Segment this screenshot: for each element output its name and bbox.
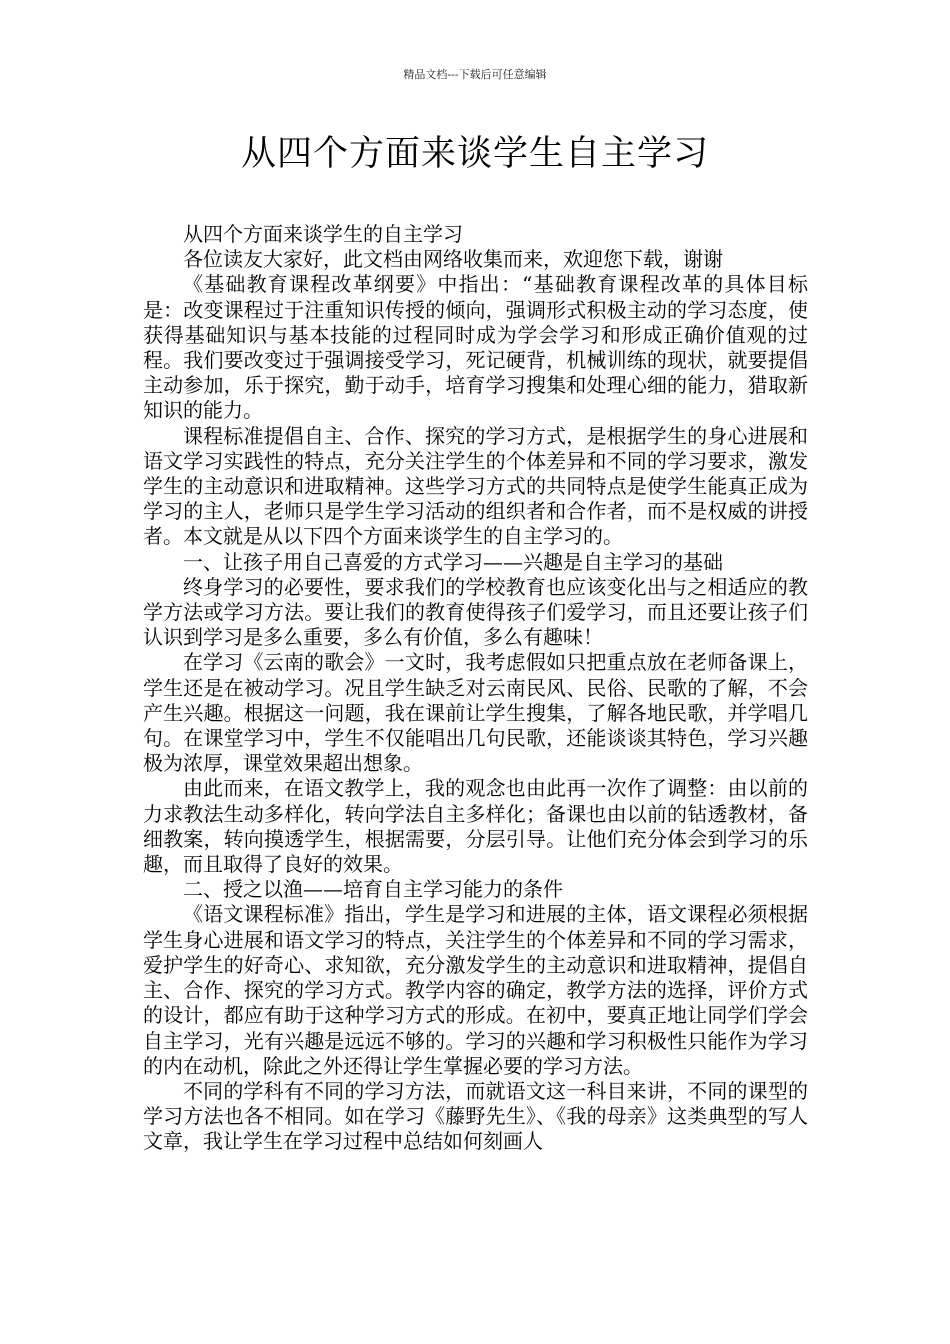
body-paragraph: 终身学习的必要性，要求我们的学校教育也应该变化出与之相适应的教学方法或学习方法。要让我们的教育使得孩子们爱学习，而且还要让孩子们认识到学习是多么重要，多么有价值，多么有趣味！ [143, 574, 808, 650]
header-note: 精品文档---下载后可任意编辑 [403, 68, 547, 81]
body-paragraph: 课程标准提倡自主、合作、探究的学习方式，是根据学生的身心进展和语文学习实践性的特点，充分关注学生的个体差异和不同的学习要求，激发学生的主动意识和进取精神。这些学习方式的共同特点是使学生能真正成为学习的主人，老师只是学生学习活动的组织者和合作者，而不是权威的讲授者。本文就是从以下四个方面来谈学生的自主学习的。 [143, 423, 808, 549]
section-heading: 一、让孩子用自己喜爱的方式学习——兴趣是自主学习的基础 [183, 549, 723, 574]
body-paragraph: 从四个方面来谈学生的自主学习 [183, 222, 463, 246]
body-paragraph: 《语文课程标准》指出，学生是学习和进展的主体，语文课程必须根据学生身心进展和语文学习的特点，关注学生的个体差异和不同的学习需求，爱护学生的好奇心、求知欲，充分激发学生的主动意识和进取精神，提倡自主、合作、探究的学习方式。教学内容的确定，教学方法的选择，评价方式的设计，都应有助于这种学习方式的形成。在初中，要真正地让同学们学会自主学习，光有兴趣是远远不够的。学习的兴趣和学习积极性只能作为学习的内在动机，除此之外还得让学生掌握必要的学习方法。 [143, 902, 808, 1078]
body-paragraph: 各位读友大家好，此文档由网络收集而来，欢迎您下载，谢谢 [183, 247, 723, 272]
body-paragraph: 《基础教育课程改革纲要》中指出：“基础教育课程改革的具体目标是：改变课程过于注重知识传授的倾向，强调形式积极主动的学习态度，使获得基础知识与基本技能的过程同时成为学会学习和形成正确价值观的过程。我们要改变过于强调接受学习，死记硬背，机械训练的现状，就要提倡主动参加，乐于探究，勤于动手，培育学习搜集和处理心细的能力，猎取新知识的能力。 [143, 272, 808, 423]
document-body [143, 222, 808, 1155]
body-paragraph: 在学习《云南的歌会》一文时，我考虑假如只把重点放在老师备课上，学生还是在被动学习。况且学生缺乏对云南民风、民俗、民歌的了解，不会产生兴趣。根据这一问题，我在课前让学生搜集，了解各地民歌，并学唱几句。在课堂学习中，学生不仅能唱出几句民歌，还能谈谈其特色，学习兴趣极为浓厚，课堂效果超出想象。 [143, 650, 808, 776]
body-paragraph: 由此而来，在语文教学上，我的观念也由此再一次作了调整：由以前的力求教法生动多样化，转向学法自主多样化；备课也由以前的钻透教材，备细教案，转向摸透学生，根据需要，分层引导。让他们充分体会到学习的乐趣，而且取得了良好的效果。 [143, 776, 808, 877]
section-heading: 二、授之以渔——培育自主学习能力的条件 [183, 877, 563, 902]
document-title: 从四个方面来谈学生自主学习 [240, 134, 709, 174]
body-paragraph: 不同的学科有不同的学习方法，而就语文这一科目来讲，不同的课型的学习方法也各不相同。如在学习《藤野先生》、《我的母亲》这类典型的写人文章，我让学生在学习过程中总结如何刻画人 [143, 1078, 808, 1154]
